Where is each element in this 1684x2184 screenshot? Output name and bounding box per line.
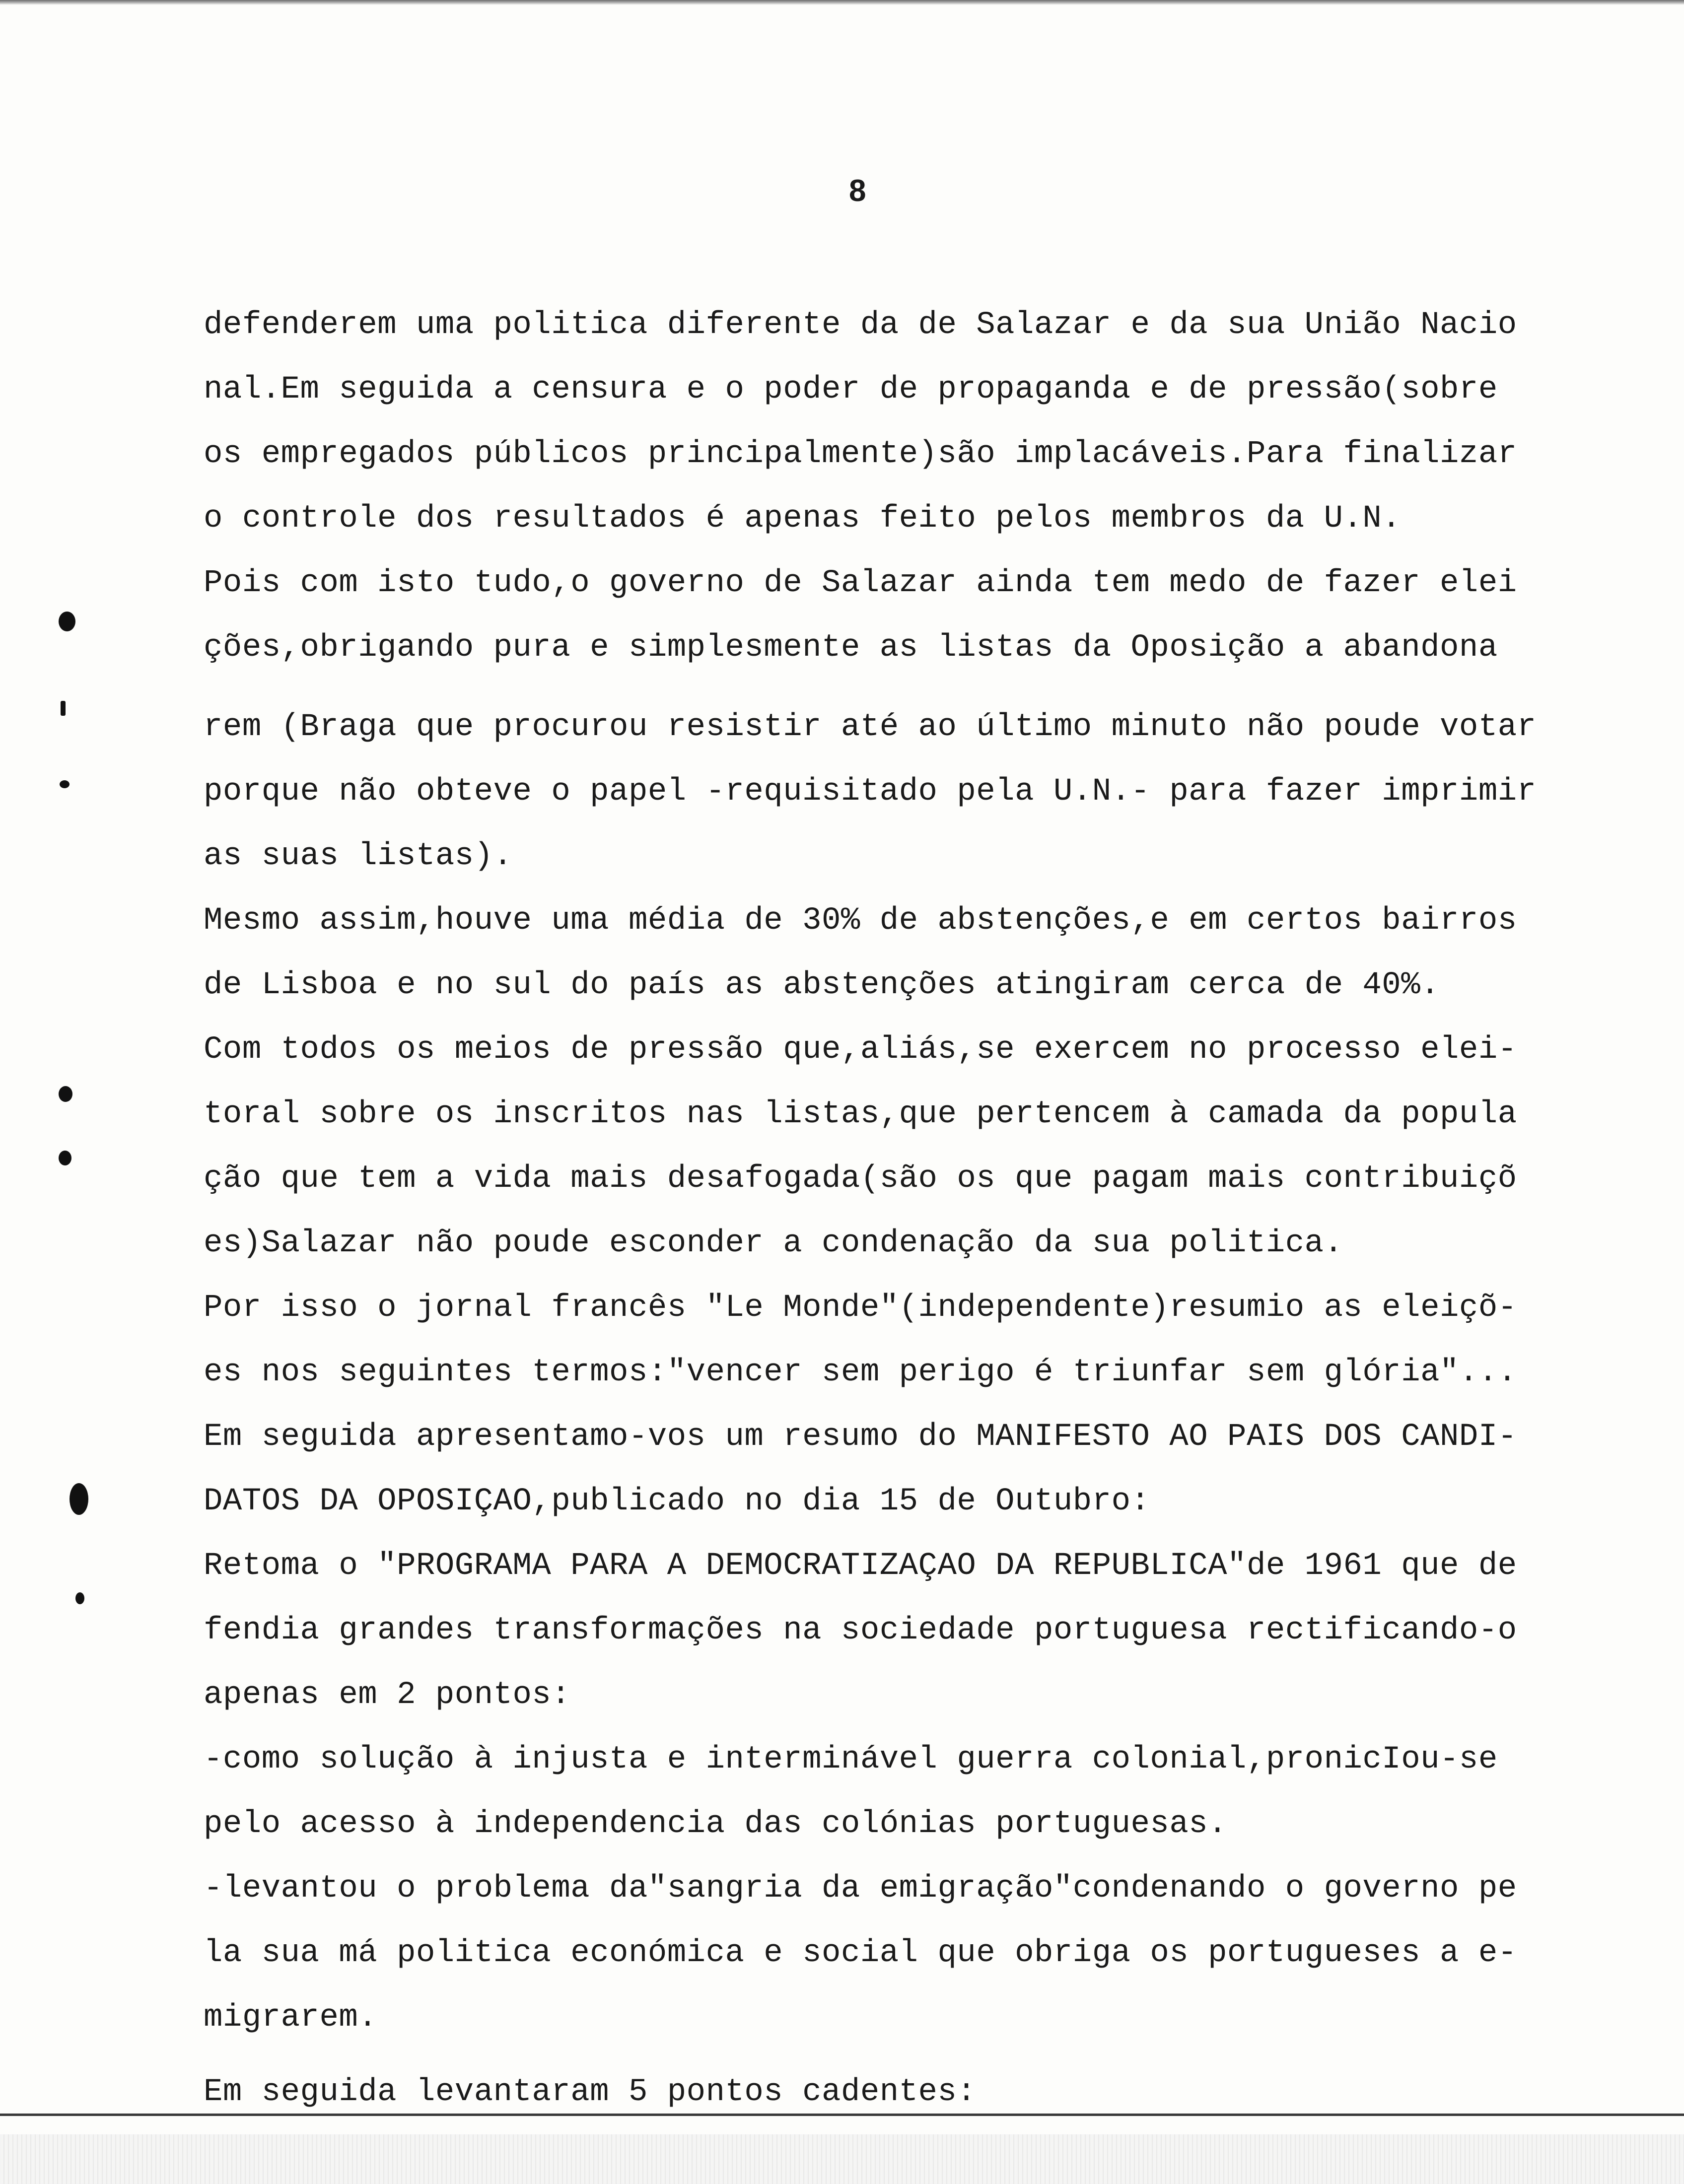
text-line: de Lisboa e no sul do país as abstenções atingiram cerca de 40%.	[204, 967, 1440, 1003]
text-line: Em seguida levantaram 5 pontos cadentes:	[204, 2074, 977, 2110]
text-line: toral sobre os inscritos nas listas,que pertencem à camada da popula	[204, 1096, 1517, 1132]
scan-top-edge	[0, 0, 1684, 5]
text-line: es)Salazar não poude esconder a condenação da sua politica.	[204, 1226, 1343, 1261]
text-line: ção que tem a vida mais desafogada(são os que pagam mais contribuiçõ	[204, 1161, 1517, 1197]
text-line: Com todos os meios de pressão que,aliás,se exercem no processo elei-	[204, 1032, 1517, 1068]
text-line: ções,obrigando pura e simplesmente as listas da Oposição a abandona	[204, 630, 1498, 666]
text-line: Mesmo assim,houve uma média de 30% de abstenções,e em certos bairros	[204, 903, 1517, 939]
text-line: rem (Braga que procurou resistir até ao último minuto não poude votar	[204, 709, 1537, 745]
text-line: Retoma o "PROGRAMA PARA A DEMOCRATIZAÇAO DA REPUBLICA"de 1961 que de	[204, 1548, 1517, 1584]
text-line: os empregados públicos principalmente)são implacáveis.Para finalizar	[204, 436, 1517, 472]
text-line: apenas em 2 pontos:	[204, 1677, 571, 1713]
text-line: la sua má politica económica e social que obriga os portugueses a e-	[204, 1935, 1517, 1971]
text-line: -como solução à injusta e interminável guerra colonial,pronicIou-se	[204, 1742, 1498, 1777]
scan-speck-mark	[59, 1086, 72, 1102]
scan-speck-mark	[75, 1592, 84, 1604]
text-line: o controle dos resultados é apenas feito pelos membros da U.N.	[204, 501, 1402, 537]
scan-speck-mark	[61, 701, 66, 716]
scan-speck-mark	[60, 780, 70, 788]
text-line: as suas listas).	[204, 838, 513, 874]
text-line: -levantou o problema da"sangria da emigração"condenando o governo pe	[204, 1871, 1517, 1907]
scan-bottom-strip	[0, 2134, 1684, 2184]
text-line: defenderem uma politica diferente da de Salazar e da sua União Nacio	[204, 307, 1517, 343]
text-line: porque não obteve o papel -requisitado pela U.N.- para fazer imprimir	[204, 774, 1537, 810]
text-line: Por isso o jornal francês "Le Monde"(independente)resumio as eleiçõ-	[204, 1290, 1517, 1326]
text-line: pelo acesso à independencia das colónias portuguesas.	[204, 1806, 1228, 1842]
page-number: 8	[849, 174, 866, 208]
text-line: migrarem.	[204, 2000, 378, 2036]
scan-speck-mark	[59, 612, 75, 631]
scan-speck-mark	[70, 1483, 88, 1515]
text-line: Em seguida apresentamo-vos um resumo do MANIFESTO AO PAIS DOS CANDI-	[204, 1419, 1517, 1455]
text-line: es nos seguintes termos:"vencer sem perigo é triunfar sem glória"...	[204, 1355, 1517, 1390]
text-line: DATOS DA OPOSIÇAO,publicado no dia 15 de Outubro:	[204, 1484, 1150, 1519]
page-bottom-rule	[0, 2114, 1684, 2116]
text-line: fendia grandes transformações na sociedade portuguesa rectificando-o	[204, 1613, 1517, 1648]
text-line: Pois com isto tudo,o governo de Salazar ainda tem medo de fazer elei	[204, 565, 1517, 601]
scan-speck-mark	[59, 1151, 71, 1165]
text-line: nal.Em seguida a censura e o poder de propaganda e de pressão(sobre	[204, 372, 1498, 408]
